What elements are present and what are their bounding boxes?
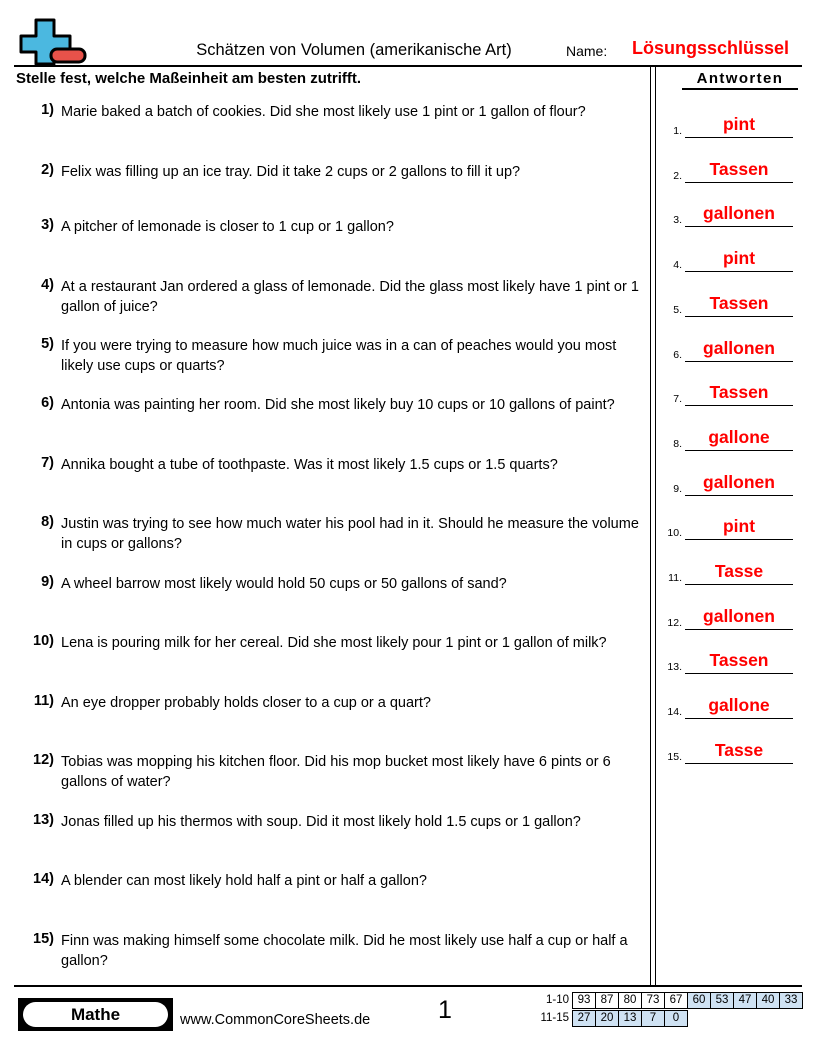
answer-value: pint [722,114,756,134]
name-label: Name: [566,43,608,59]
score-cell: 93 [572,992,596,1009]
answer-number: 3. [673,214,682,227]
answer-value: Tasse [714,739,764,760]
question-text: At a restaurant Jan ordered a glass of lemonade. Did the glass most likely have 1 pint or 1 gallon of juice? [61,279,639,315]
column-divider [650,66,657,985]
question-number: 4) [41,277,54,293]
score-cell: 40 [756,992,780,1009]
question-number: 5) [41,336,54,352]
question-text: A wheel barrow most likely would hold 50 cups or 50 gallons of sand? [61,576,507,592]
score-cell: 33 [779,992,803,1009]
answer-number: 7. [673,393,682,406]
question-text: Antonia was painting her room. Did she most likely buy 10 cups or 10 gallons of paint? [61,397,615,413]
score-row [527,1010,803,1027]
subject-badge-label: Mathe [70,1005,121,1024]
footer-divider [14,985,802,987]
score-cell: 20 [595,1010,619,1027]
answer-number: 10. [667,527,682,540]
score-cell: 80 [618,992,642,1009]
answer-value: gallonen [703,605,775,626]
question-text: A blender can most likely hold half a pint or half a gallon? [61,873,427,889]
score-cell: 47 [733,992,757,1009]
page-header [14,14,802,66]
answer-value: Tassen [709,382,769,403]
answer-value: gallone [708,695,770,716]
answer-number: 4. [673,259,682,272]
question-number: 8) [41,514,54,530]
answers-title: Antworten [682,70,798,90]
answer-number: 9. [673,482,682,495]
question-text: An eye dropper probably holds closer to a cup or a quart? [61,695,431,711]
question-number: 12) [33,752,54,768]
answer-row [660,644,802,674]
answer-value: gallonen [703,471,775,492]
score-row-label: 1-10 [545,994,569,1006]
question-text: Tobias was mopping his kitchen floor. Did his mop bucket most likely have 6 pints or 6 gallons of water? [61,754,611,790]
score-cell: 87 [595,992,619,1009]
answer-row [660,242,802,272]
answers-panel [660,68,802,983]
score-cell: 7 [641,1010,665,1027]
question-text: Justin was trying to see how much water his pool had in it. Should he measure the volume in cups or gallons? [61,516,639,552]
question-text: Marie baked a batch of cookies. Did she most likely use 1 pint or 1 gallon of flour? [61,104,586,120]
score-cell: 27 [572,1010,596,1027]
plus-minus-logo-icon [18,16,90,66]
answer-number: 12. [667,616,682,629]
answer-row [660,287,802,317]
divider-line-left [650,66,651,985]
question-number: 15) [33,931,54,947]
score-table [527,992,803,1028]
question-number: 11) [33,693,54,709]
question-number: 7) [41,455,54,471]
answer-number: 11. [668,572,682,584]
score-row [527,992,803,1009]
answer-row [660,510,802,540]
answer-row [660,466,802,496]
answer-number: 1. [673,125,682,137]
subject-badge-pill [23,1002,168,1027]
question-text: If you were trying to measure how much juice was in a can of peaches would you most likely use cups or quarts? [61,338,617,374]
score-cell: 53 [710,992,734,1009]
page-title: Schätzen von Volumen (amerikanische Art) [196,41,512,59]
header-divider [14,65,802,67]
question-number: 2) [41,162,54,178]
question-text: Finn was making himself some chocolate milk. Did he most likely use half a cup or half a gallon? [61,933,628,969]
answer-value: Tassen [709,158,769,179]
answer-value: gallone [708,426,770,447]
answer-value: pint [722,516,756,537]
answer-value: gallonen [703,337,775,358]
answer-row [660,376,802,406]
score-row-label: 11-15 [540,1012,569,1024]
question-number: 13) [33,812,54,828]
answer-row [660,600,802,630]
answer-row [660,555,802,585]
answer-row [660,108,802,138]
score-cell: 0 [664,1010,688,1027]
page-number: 1 [438,996,452,1024]
answer-row [660,153,802,183]
answer-row [660,197,802,227]
question-number: 10) [33,633,54,649]
instruction-text: Stelle fest, welche Maßeinheit am besten zutrifft. [16,70,362,87]
answer-value: Tasse [714,561,764,581]
answer-value: pint [722,248,756,269]
question-number: 14) [33,871,54,887]
subject-badge [18,998,173,1031]
answer-number: 14. [667,706,682,719]
website-url: www.CommonCoreSheets.de [180,1012,371,1028]
answer-number: 15. [667,750,682,763]
answer-row [660,734,802,764]
answer-row [660,689,802,719]
answer-row [660,332,802,362]
question-number: 3) [41,217,54,233]
answer-number: 2. [673,169,682,182]
question-text: Felix was filling up an ice tray. Did it take 2 cups or 2 gallons to fill it up? [61,164,521,180]
question-text: A pitcher of lemonade is closer to 1 cup or 1 gallon? [61,219,394,235]
answer-key-label: Lösungsschlüssel [632,38,790,58]
answer-value: gallonen [703,203,775,224]
answer-number: 13. [667,661,682,674]
score-cell: 67 [664,992,688,1009]
divider-line-right [655,66,656,985]
score-cell: 73 [641,992,665,1009]
score-cell: 60 [687,992,711,1009]
answer-value: Tassen [709,292,769,313]
question-number: 1) [41,102,54,118]
answer-number: 8. [673,437,682,450]
score-cell: 13 [618,1010,642,1027]
answer-number: 6. [673,348,682,361]
answer-number: 5. [673,303,682,316]
question-text: Lena is pouring milk for her cereal. Did she most likely pour 1 pint or 1 gallon of milk? [61,635,607,651]
question-number: 9) [41,574,54,590]
answer-value: Tassen [709,650,769,671]
answer-row [660,421,802,451]
question-number: 6) [41,395,54,411]
question-text: Annika bought a tube of toothpaste. Was it most likely 1.5 cups or 1.5 quarts? [61,457,558,473]
question-text: Jonas filled up his thermos with soup. Did it most likely hold 1.5 cups or 1 gallon? [61,814,581,830]
